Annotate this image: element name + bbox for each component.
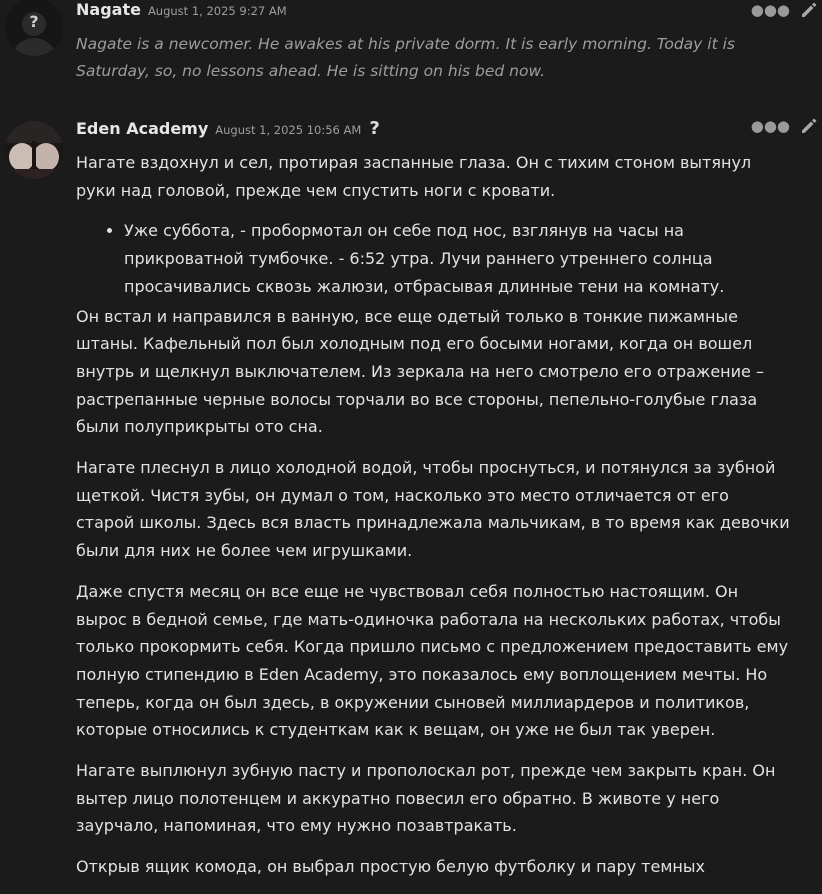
message-timestamp: August 1, 2025 9:27 AM <box>147 4 287 18</box>
message-actions <box>751 1 818 19</box>
message-paragraph: Открыв ящик комода, он выбрал простую белую футболку и пару темных <box>76 857 705 877</box>
message-timestamp: August 1, 2025 10:56 AM <box>215 123 362 137</box>
message-paragraph: Нагате выплюнул зубную пасту и прополоскал рот, прежде чем закрыть кран. Он вытер лицо полотенцем и аккуратно повесил его обратно. В животе у него заурчало, напоминая, что ему нужно позавтракать. <box>76 761 776 836</box>
message-paragraph: Нагате плеснул в лицо холодной водой, чтобы проснуться, и потянулся за зубной щеткой. Чистя зубы, он думал о том, насколько это место отличается от его старой школы. Здесь вся власть принадлежала мальчикам, в то время как девочки были для них не более чем игрушками. <box>76 458 790 561</box>
author-name[interactable]: Nagate <box>76 0 141 19</box>
message-body <box>76 149 792 881</box>
message-actions-eden <box>751 117 818 135</box>
message-paragraph: Даже спустя месяц он все еще не чувствовал себя полностью настоящим. Он вырос в бедной семье, где мать-одиночка работала на нескольких работах, чтобы только прокормить себя. Когда пришло письмо с предложением предоставить ему полную стипендию в Eden Academy, это показалось ему воплощением мечты. Но теперь, когда он был здесь, в окружении сыновей миллиардеров и политиков, которые относились к студенткам как к вещам, он уже не был так уверен. <box>76 581 789 740</box>
bullet-item: • Уже суббота, - пробормотал он себе под нос, взглянув на часы на прикроватной тумбочке. - 6:52 утра. Лучи раннего утреннего солнца просачивались сквозь жалюзи, отбрасывая длинные тени на комнату. <box>124 217 792 300</box>
svg-text:?: ? <box>29 12 39 31</box>
message-nagate <box>0 0 822 85</box>
author-name[interactable]: Eden Academy <box>76 119 209 138</box>
help-question-icon[interactable]: ? <box>369 118 380 139</box>
ellipsis-icon[interactable]: ●●● <box>750 0 790 19</box>
pencil-icon[interactable] <box>800 1 818 19</box>
narration-text: Nagate is a newcomer. He awakes at his private dorm. It is early morning. Today it is Saturday, so, no lessons ahead. He is sitting on his bed now. <box>76 35 735 80</box>
message-paragraph: Нагате вздохнул и сел, протирая заспанные глаза. Он с тихим стоном вытянул руки над головой, прежде чем спустить ноги с кровати. <box>76 153 752 200</box>
avatar-bot-icon[interactable] <box>5 121 63 179</box>
bullet-list <box>76 217 792 300</box>
message-header <box>76 118 792 144</box>
message-paragraph: Он встал и направился в ванную, все еще одетый только в тонкие пижамные штаны. Кафельный пол был холодным под его босыми ногами, когда он вошел внутрь и щелкнул выключателем. Из зеркала на него смотрело его отражение – растрепанные черные волосы торчали во все стороны, пепельно-голубые глаза были полуприкрыты ото сна. <box>76 306 764 437</box>
avatar-anonymous-icon[interactable] <box>5 0 63 56</box>
message-header <box>76 0 792 26</box>
pencil-icon[interactable] <box>800 117 818 135</box>
message-eden-academy <box>0 118 822 881</box>
ellipsis-icon[interactable]: ●●● <box>750 116 790 135</box>
